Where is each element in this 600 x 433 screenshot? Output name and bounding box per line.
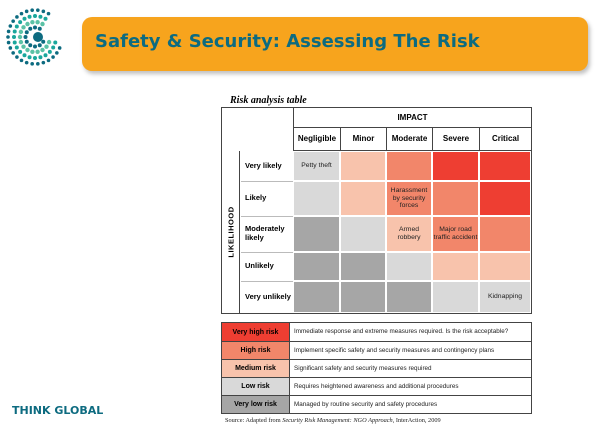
risk-cell	[433, 182, 478, 215]
legend-level-label: Medium risk	[222, 360, 290, 377]
title-banner	[82, 17, 588, 71]
likelihood-row-header: Likely	[245, 193, 267, 203]
risk-cell	[341, 253, 385, 280]
impact-col-header: Moderate	[386, 128, 432, 150]
impact-col-header: Negligible	[293, 128, 340, 150]
likelihood-row-header: Very unlikely	[245, 291, 291, 301]
risk-cell	[294, 282, 339, 312]
legend-description: Managed by routine security and safety procedures	[294, 400, 438, 408]
risk-cell: Armed robbery	[387, 217, 431, 251]
legend-level-label: Very low risk	[222, 396, 290, 413]
risk-cell	[387, 253, 431, 280]
risk-cell	[480, 152, 530, 180]
likelihood-header	[222, 151, 240, 313]
risk-cell	[433, 253, 478, 280]
risk-cell	[480, 182, 530, 215]
likelihood-label: LIKELIHOOD	[226, 206, 235, 258]
legend-row	[222, 395, 531, 413]
risk-cell	[294, 253, 339, 280]
risk-cell	[341, 217, 385, 251]
risk-legend	[221, 322, 532, 414]
risk-cell: Kidnapping	[480, 282, 530, 312]
risk-cell: Harassment by security forces	[387, 182, 431, 215]
legend-description: Implement specific safety and security measures and contingency plans	[294, 346, 495, 354]
risk-cell	[387, 152, 431, 180]
impact-col-header: Severe	[432, 128, 479, 150]
legend-row	[222, 323, 531, 341]
risk-cell	[294, 217, 339, 251]
legend-level-label: Very high risk	[222, 323, 290, 341]
legend-row	[222, 341, 531, 359]
dotted-ring-logo-icon	[2, 6, 64, 68]
risk-matrix	[221, 107, 532, 314]
impact-header: IMPACT	[293, 108, 531, 128]
source-citation: Source: Adapted from Security Risk Management: NGO Approach, InterAction, 2009	[225, 417, 441, 424]
risk-cell	[341, 152, 385, 180]
likelihood-row-header: Unlikely	[245, 261, 274, 271]
legend-level-label: Low risk	[222, 378, 290, 395]
legend-row	[222, 377, 531, 395]
legend-level-label: High risk	[222, 342, 290, 359]
risk-cell: Petty theft	[294, 152, 339, 180]
risk-cell: Major road traffic accident	[433, 217, 478, 251]
table-caption: Risk analysis table	[230, 95, 307, 106]
impact-col-header: Minor	[340, 128, 386, 150]
impact-col-header: Critical	[479, 128, 531, 150]
risk-cell	[341, 182, 385, 215]
risk-cell	[341, 282, 385, 312]
risk-cell	[480, 253, 530, 280]
risk-cell	[433, 282, 478, 312]
legend-row	[222, 359, 531, 377]
risk-cell	[387, 282, 431, 312]
likelihood-row-header: Moderately likely	[245, 224, 285, 242]
likelihood-row-header: Very likely	[245, 160, 282, 170]
brand-footer: THINK GLOBAL	[12, 404, 104, 417]
legend-description: Immediate response and extreme measures required. Is the risk acceptable?	[294, 328, 509, 336]
legend-description: Requires heightened awareness and additional procedures	[294, 382, 459, 390]
risk-cell	[433, 152, 478, 180]
page-title: Safety & Security: Assessing The Risk	[95, 31, 480, 52]
risk-cell	[480, 217, 530, 251]
legend-description: Significant safety and security measures required	[294, 364, 432, 372]
risk-cell	[294, 182, 339, 215]
